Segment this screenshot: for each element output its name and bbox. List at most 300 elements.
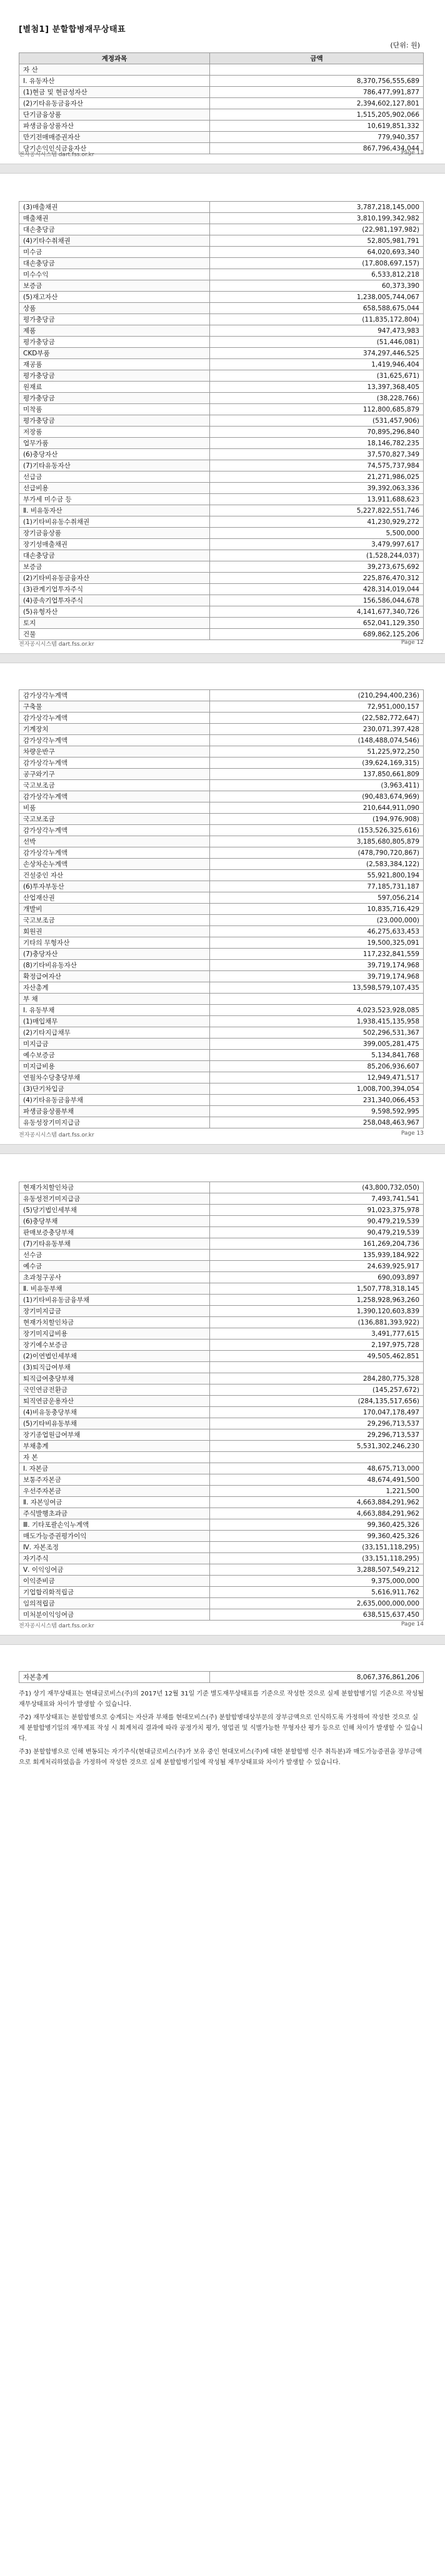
page-number: Page 12 [401,639,424,646]
amount-cell: 41,230,929,272 [210,516,424,528]
amount-cell: 19,500,325,091 [210,937,424,949]
table-row [19,1005,424,1016]
account-cell: 자 산 [19,64,210,76]
amount-cell: 1,390,120,603,839 [210,1306,424,1317]
account-cell: 손상차손누계액 [19,859,210,870]
statement-table [19,1182,424,1621]
table-row [19,1027,424,1039]
table-row [19,280,424,292]
amount-cell: 5,531,302,246,230 [210,1441,424,1452]
amount-cell: 49,505,462,851 [210,1351,424,1362]
account-cell: 보증금 [19,280,210,292]
account-cell: 평가충당금 [19,314,210,325]
amount-cell: 39,273,675,692 [210,561,424,573]
account-cell: 미지급비용 [19,1061,210,1072]
account-cell: 우선주자본금 [19,1486,210,1497]
account-cell: (8)기타비유동자산 [19,960,210,971]
account-cell: 미착품 [19,404,210,415]
statement-table [19,689,424,1128]
account-cell: 감가상각누계액 [19,825,210,836]
table-row [19,629,424,640]
amount-cell: 597,056,214 [210,892,424,904]
amount-cell: 638,515,637,450 [210,1609,424,1621]
account-cell: 만기전매매증권자산 [19,132,210,143]
account-cell: 대손충당금 [19,258,210,269]
amount-cell [210,1362,424,1373]
footnote: 주1) 상기 재무상태표는 현대글로비스(주)의 2017년 12월 31일 기준 별도재무상태표를 기준으로 작성한 것으로 실제 분할합병기일 기준으로 작성될 재무상태표와 차이가 발생할 수 있습니다. [19,1690,424,1708]
amount-cell: 5,227,822,551,746 [210,505,424,516]
account-cell: 장기금융상품 [19,528,210,539]
table-row [19,325,424,337]
account-cell: 저장품 [19,427,210,438]
amount-cell: 3,288,507,549,212 [210,1564,424,1576]
amount-cell: 64,020,693,340 [210,247,424,258]
table-row [19,1508,424,1519]
amount-cell: 10,619,851,332 [210,121,424,132]
table-row [19,348,424,359]
account-cell: 미처분이익잉여금 [19,1609,210,1621]
account-cell: 개발비 [19,904,210,915]
amount-cell: (51,446,081) [210,337,424,348]
page-number: Page 14 [401,1621,424,1627]
account-cell: 선급금 [19,471,210,483]
table-row [19,1295,424,1306]
table-row [19,87,424,98]
account-cell: 감가상각누계액 [19,791,210,802]
amount-cell: 225,876,470,312 [210,573,424,584]
table-row [19,132,424,143]
amount-cell: 2,635,000,000,000 [210,1598,424,1609]
amount-cell: (3,963,411) [210,780,424,791]
table-row [19,505,424,516]
table-row [19,724,424,735]
account-cell: (6)충당자산 [19,449,210,460]
table-row [19,1384,424,1396]
amount-cell: 13,598,579,107,435 [210,982,424,994]
amount-cell: 374,297,446,525 [210,348,424,359]
account-cell: (4)종속기업투자주식 [19,595,210,606]
amount-cell: (1,528,244,037) [210,550,424,561]
table-row [19,1418,424,1429]
table-row [19,1441,424,1452]
table-row [19,1238,424,1250]
table-row [19,926,424,937]
account-cell: Ⅳ. 자본조정 [19,1542,210,1553]
account-cell: 연월차수당충당부채 [19,1072,210,1083]
table-row [19,202,424,213]
amount-cell: 210,644,911,090 [210,802,424,814]
amount-cell: 3,185,680,805,879 [210,836,424,847]
footer-source: 전자공시시스템 dart.fss.or.kr [19,1623,94,1629]
table-row [19,1486,424,1497]
amount-cell: 3,479,997,617 [210,539,424,550]
amount-cell: 3,810,199,342,982 [210,213,424,224]
amount-cell: 137,850,661,809 [210,769,424,780]
table-row [19,314,424,325]
account-cell: CKD부품 [19,348,210,359]
table-row [19,247,424,258]
table-row [19,1216,424,1227]
account-cell: 감가상각누계액 [19,713,210,724]
amount-cell: 5,500,000 [210,528,424,539]
amount-cell: 170,047,178,497 [210,1407,424,1418]
table-row [19,449,424,460]
table-row [19,1106,424,1117]
account-cell: 감가상각누계액 [19,690,210,701]
header-amount: 금액 [210,53,424,64]
amount-cell: (33,151,118,295) [210,1542,424,1553]
account-cell: 선박 [19,836,210,847]
amount-cell: (11,835,172,804) [210,314,424,325]
amount-cell: 135,939,184,922 [210,1250,424,1261]
amount-cell: 3,787,218,145,000 [210,202,424,213]
table-row [19,1250,424,1261]
table-row [19,1452,424,1463]
footer-source: 전자공시시스템 dart.fss.or.kr [19,1132,94,1138]
account-cell: 이익준비금 [19,1576,210,1587]
amount-cell: 690,093,897 [210,1272,424,1283]
account-cell: 매출채권 [19,213,210,224]
table-row [19,1227,424,1238]
table-row [19,1542,424,1553]
account-cell: Ⅰ. 유동자산 [19,76,210,87]
table-row [19,1553,424,1564]
amount-cell: (531,457,906) [210,415,424,427]
account-cell: 판매보증충당부채 [19,1227,210,1238]
amount-cell: 55,921,800,194 [210,870,424,881]
account-cell: 부채총계 [19,1441,210,1452]
table-row [19,713,424,724]
account-cell: Ⅰ. 유동부채 [19,1005,210,1016]
amount-cell: (145,257,672) [210,1384,424,1396]
account-cell: 감가상각누계액 [19,758,210,769]
account-cell: 대손충당금 [19,550,210,561]
amount-cell: 91,023,375,978 [210,1205,424,1216]
account-cell: (5)기타비유동부채 [19,1418,210,1429]
table-row [19,561,424,573]
amount-cell: 502,296,531,367 [210,1027,424,1039]
account-cell: Ⅱ. 비유동부채 [19,1283,210,1295]
table-row [19,618,424,629]
account-cell: (4)비유동충당부채 [19,1407,210,1418]
account-cell: (6)충당부채 [19,1216,210,1227]
amount-cell: (136,881,393,922) [210,1317,424,1328]
account-cell: 파생금융상품자산 [19,121,210,132]
account-cell: 자 본 [19,1452,210,1463]
account-cell: 기업합리화적립금 [19,1587,210,1598]
account-cell: (1)기타비유동수취채권 [19,516,210,528]
table-row [19,870,424,881]
account-cell: 현재가치할인차금 [19,1182,210,1193]
table-row [19,471,424,483]
table-row [19,1576,424,1587]
document-title: [별첨1] 분할합병재무상태표 [19,25,126,34]
account-cell: 자본총계 [19,1672,210,1683]
amount-cell: 72,951,000,157 [210,701,424,713]
account-cell: 산업재산권 [19,892,210,904]
account-cell: 국고보조금 [19,915,210,926]
account-cell: 현재가치할인차금 [19,1317,210,1328]
table-row [19,337,424,348]
account-cell: (1)기타비유동금융부채 [19,1295,210,1306]
table-row [19,121,424,132]
account-cell: (2)기타비유동금융자산 [19,573,210,584]
table-row [19,269,424,280]
account-cell: 임의적립금 [19,1598,210,1609]
amount-cell: (478,790,720,867) [210,847,424,859]
table-row [19,1039,424,1050]
page-separator [0,1635,445,1645]
amount-cell: (43,800,732,050) [210,1182,424,1193]
account-cell: (5)유형자산 [19,606,210,618]
account-cell: Ⅰ. 자본금 [19,1463,210,1474]
amount-cell: 1,221,500 [210,1486,424,1497]
account-cell: 토지 [19,618,210,629]
account-cell: 보통주자본금 [19,1474,210,1486]
amount-cell: 18,146,782,235 [210,438,424,449]
table-row [19,370,424,382]
table-row [19,1497,424,1508]
amount-cell: 10,835,716,429 [210,904,424,915]
account-cell: 파생금융상품부채 [19,1106,210,1117]
amount-cell: (148,488,074,546) [210,735,424,746]
table-row [19,1598,424,1609]
table-row [19,595,424,606]
account-cell: 미수금 [19,247,210,258]
account-cell: 평가충당금 [19,415,210,427]
table-row [19,528,424,539]
amount-cell [210,994,424,1005]
page-separator [0,653,445,663]
page-separator [0,1144,445,1154]
account-cell: 당기손익인식금융자산 [19,143,210,154]
account-cell: 유동성전기미지급금 [19,1193,210,1205]
account-cell: 유동성장기미지급금 [19,1117,210,1128]
statement-table [19,1671,424,1683]
account-cell: 기타의 무형자산 [19,937,210,949]
amount-cell: 4,141,677,340,726 [210,606,424,618]
amount-cell: (2,583,384,122) [210,859,424,870]
account-cell: 미지급금 [19,1039,210,1050]
table-row [19,1609,424,1621]
table-row [19,494,424,505]
amount-cell: 5,134,841,768 [210,1050,424,1061]
amount-cell: 4,663,884,291,962 [210,1508,424,1519]
table-row [19,859,424,870]
account-cell: 평가충당금 [19,370,210,382]
amount-cell: 117,232,841,559 [210,949,424,960]
table-row [19,483,424,494]
amount-cell: 2,197,975,728 [210,1340,424,1351]
account-cell: 국민연금전환금 [19,1384,210,1396]
account-cell: (3)매출채권 [19,202,210,213]
table-row [19,994,424,1005]
amount-cell: 1,258,928,963,260 [210,1295,424,1306]
amount-cell: 99,360,425,326 [210,1519,424,1531]
table-row [19,1463,424,1474]
table-row [19,791,424,802]
amount-cell: 161,269,204,736 [210,1238,424,1250]
account-cell: 감가상각누계액 [19,847,210,859]
account-cell: 장기성매출채권 [19,539,210,550]
amount-cell: 1,008,700,394,054 [210,1083,424,1095]
account-cell: 장기미지급비용 [19,1328,210,1340]
account-cell: 재공품 [19,359,210,370]
table-row [19,1531,424,1542]
account-cell: Ⅲ. 기타포괄손익누계액 [19,1519,210,1531]
table-row [19,825,424,836]
account-cell: (3)단기차입금 [19,1083,210,1095]
table-row [19,1083,424,1095]
account-cell: 예수보증금 [19,1050,210,1061]
table-row [19,460,424,471]
table-row [19,1672,424,1683]
page-separator [0,164,445,174]
amount-cell: 85,206,936,607 [210,1061,424,1072]
amount-cell: (17,808,697,157) [210,258,424,269]
table-row [19,539,424,550]
amount-cell: 1,419,946,404 [210,359,424,370]
amount-cell: (23,000,000) [210,915,424,926]
amount-cell: 689,862,125,206 [210,629,424,640]
amount-cell: 658,588,675,044 [210,303,424,314]
amount-cell: 48,674,491,500 [210,1474,424,1486]
page-number: Page 13 [401,1130,424,1137]
amount-cell: 1,238,005,744,067 [210,292,424,303]
statement-table [19,52,424,154]
table-row [19,780,424,791]
table-row [19,1016,424,1027]
amount-cell: 13,911,688,623 [210,494,424,505]
table-row [19,64,424,76]
account-cell: 국고보조금 [19,814,210,825]
table-row [19,550,424,561]
account-cell: 평가충당금 [19,337,210,348]
table-row [19,1061,424,1072]
account-cell: 장기예수보증금 [19,1340,210,1351]
table-row [19,1429,424,1441]
table-row [19,415,424,427]
table-row [19,1328,424,1340]
footnote: 주3) 분할합병으로 인해 변동되는 자기주식(현대글로비스(주)가 보유 중인 현대모비스(주)에 대한 분할합병 신주 취득분)과 매도가능증권을 장부금액으로 회계처리하였음을 가정하여 작성한 것으로 실제 분할합병기일에 작성될 재무상태표와 차이가 발생할 수 있습니다. [19,1749,422,1766]
table-row [19,1362,424,1373]
account-cell: 주식발행초과금 [19,1508,210,1519]
amount-cell: 4,663,884,291,962 [210,1497,424,1508]
unit-label: (단위: 원) [390,41,420,49]
amount-cell: 779,940,357 [210,132,424,143]
amount-cell [210,1452,424,1463]
amount-cell: 6,533,812,218 [210,269,424,280]
amount-cell: 7,493,741,541 [210,1193,424,1205]
table-row [19,1474,424,1486]
table-row [19,1272,424,1283]
amount-cell: 652,041,129,350 [210,618,424,629]
amount-cell: 8,370,756,555,689 [210,76,424,87]
table-row [19,937,424,949]
table-row [19,359,424,370]
amount-cell: 231,340,066,453 [210,1095,424,1106]
amount-cell: 399,005,281,475 [210,1039,424,1050]
account-cell: 차량운반구 [19,746,210,758]
amount-cell: (90,483,674,969) [210,791,424,802]
table-row [19,438,424,449]
table-row [19,982,424,994]
table-row [19,960,424,971]
amount-cell: (194,976,908) [210,814,424,825]
amount-cell [210,64,424,76]
table-row [19,971,424,982]
statement-table [19,201,424,640]
account-cell: 자산총계 [19,982,210,994]
account-cell: (2)기타지급채무 [19,1027,210,1039]
account-cell: 자기주식 [19,1553,210,1564]
table-row [19,1193,424,1205]
amount-cell: 39,719,174,968 [210,960,424,971]
amount-cell: 947,473,983 [210,325,424,337]
account-cell: (5)재고자산 [19,292,210,303]
account-cell: (2)이연법인세부채 [19,1351,210,1362]
amount-cell: 60,373,390 [210,280,424,292]
amount-cell: 24,639,925,917 [210,1261,424,1272]
amount-cell: 29,296,713,537 [210,1418,424,1429]
table-row [19,404,424,415]
account-cell: (1)현금 및 현금성자산 [19,87,210,98]
account-cell: 대손충당금 [19,224,210,235]
account-cell: 예수금 [19,1261,210,1272]
account-cell: 평가충당금 [19,393,210,404]
amount-cell: 99,360,425,326 [210,1531,424,1542]
account-cell: 공구와기구 [19,769,210,780]
account-cell: 상품 [19,303,210,314]
table-row [19,1519,424,1531]
footnote: 주2) 재무상태표는 분할합병으로 승계되는 자산과 부채를 현대모비스(주) 분할합병대상부문의 장부금액으로 인식하도록 가정하여 작성한 것으로 실제 분할합병기일의 재무제표 작성 시 회계처리 결과에 따라 공정가치 평가, 영업권 및 식별가능한 무형자산 평가 등으로 인해 차이가 발생할 수 있습니다. [19,1714,423,1742]
account-cell: 비품 [19,802,210,814]
table-row [19,427,424,438]
account-cell: 매도가능증권평가이익 [19,1531,210,1542]
amount-cell: (284,135,517,656) [210,1396,424,1407]
table-row [19,690,424,701]
account-cell: 구축물 [19,701,210,713]
account-cell: 장기미지급금 [19,1306,210,1317]
table-row [19,109,424,121]
amount-cell: (39,624,169,315) [210,758,424,769]
table-row [19,573,424,584]
account-cell: 확정급여자산 [19,971,210,982]
amount-cell: 70,895,296,840 [210,427,424,438]
amount-cell: 2,394,602,127,801 [210,98,424,109]
amount-cell: 428,314,019,044 [210,584,424,595]
amount-cell: 8,067,376,861,206 [210,1672,424,1683]
account-cell: 단기금융상품 [19,109,210,121]
amount-cell: 29,296,713,537 [210,1429,424,1441]
amount-cell: 867,796,434,044 [210,143,424,154]
footnotes [19,1689,424,1770]
table-row [19,1306,424,1317]
account-cell: 국고보조금 [19,780,210,791]
amount-cell: 258,048,463,967 [210,1117,424,1128]
account-cell: 미수수익 [19,269,210,280]
table-row [19,1117,424,1128]
account-cell: Ⅱ. 자본잉여금 [19,1497,210,1508]
account-cell: 퇴직급여충당부채 [19,1373,210,1384]
account-cell: (7)충당자산 [19,949,210,960]
table-row [19,1351,424,1362]
account-cell: 건물 [19,629,210,640]
account-cell: 선수금 [19,1250,210,1261]
amount-cell: 4,023,523,928,085 [210,1005,424,1016]
amount-cell: 51,225,972,250 [210,746,424,758]
account-cell: Ⅱ. 비유동자산 [19,505,210,516]
